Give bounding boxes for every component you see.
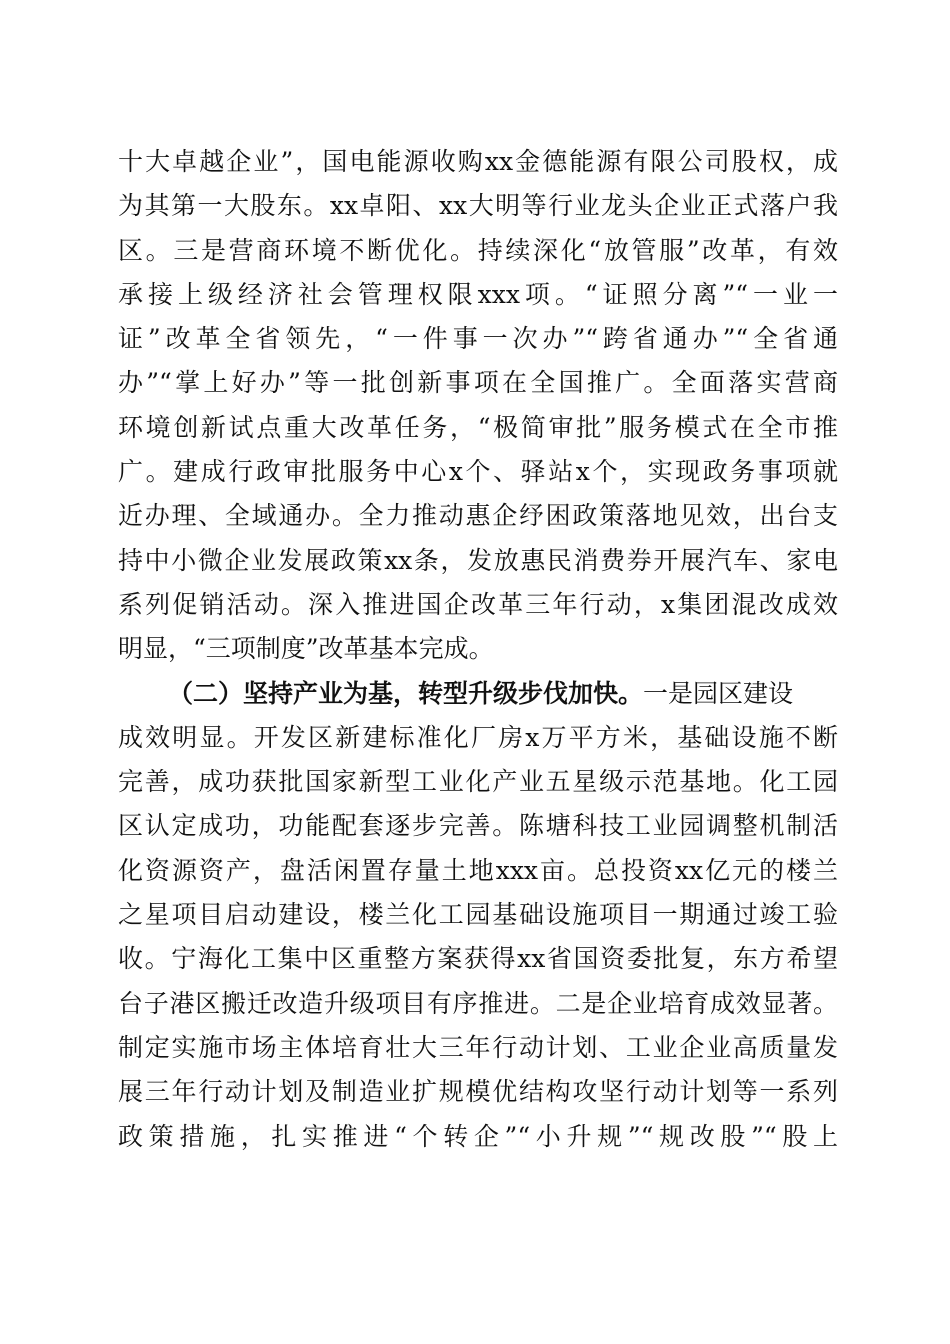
section-heading: （二）坚持产业为基，转型升级步伐加快。	[168, 678, 644, 708]
body-text	[118, 140, 838, 1159]
text-line: 完善，成功获批国家新型工业化产业五星级示范基地。化工园	[118, 767, 838, 797]
text-line: 区。三是营商环境不断优化。持续深化“放管服”改革，有效	[118, 235, 838, 265]
text-line: 广。建成行政审批服务中心x个、驿站x个，实现政务事项就	[118, 457, 838, 487]
text-line: 为其第一大股东。xx卓阳、xx大明等行业龙头企业正式落户我	[118, 191, 838, 221]
text-line: 化资源资产，盘活闲置存量土地xxx亩。总投资xx亿元的楼兰	[118, 855, 838, 885]
text-line: 证”改革全省领先，“一件事一次办”“跨省通办”“全省通	[118, 324, 838, 354]
text-line: 承接上级经济社会管理权限xxx项。“证照分离”“一业一	[118, 279, 838, 309]
text-line: 区认定成功，功能配套逐步完善。陈塘科技工业园调整机制活	[118, 811, 838, 841]
text-line: 近办理、全域通办。全力推动惠企纾困政策落地见效，出台支	[118, 501, 838, 531]
text-line: 政策措施，扎实推进“个转企”“小升规”“规改股”“股上	[118, 1121, 838, 1151]
text-line: 展三年行动计划及制造业扩规模优结构攻坚行动计划等一系列	[118, 1077, 838, 1107]
text-line: 台子港区搬迁改造升级项目有序推进。二是企业培育成效显著。	[118, 988, 838, 1018]
text-line: 明显，“三项制度”改革基本完成。	[118, 634, 494, 664]
text-line: 制定实施市场主体培育壮大三年行动计划、工业企业高质量发	[118, 1032, 838, 1062]
text-line: 持中小微企业发展政策xx条，发放惠民消费券开展汽车、家电	[118, 545, 838, 575]
text-line: 系列促销活动。深入推进国企改革三年行动，x集团混改成效	[118, 589, 838, 619]
text-line: 之星项目启动建设，楼兰化工园基础设施项目一期通过竣工验	[118, 900, 838, 930]
text-line: 环境创新试点重大改革任务，“极简审批”服务模式在全市推	[118, 412, 838, 442]
text-line: 十大卓越企业”，国电能源收购xx金德能源有限公司股权，成	[118, 147, 838, 176]
section-heading-rest: 一是园区建设	[643, 678, 794, 708]
text-line: 收。宁海化工集中区重整方案获得xx省国资委批复，东方希望	[118, 944, 838, 974]
section-heading-line	[118, 672, 838, 716]
text-line: 办”“掌上好办”等一批创新事项在全国推广。全面落实营商	[118, 368, 838, 398]
text-line: 成效明显。开发区新建标准化厂房x万平方米，基础设施不断	[118, 722, 838, 752]
